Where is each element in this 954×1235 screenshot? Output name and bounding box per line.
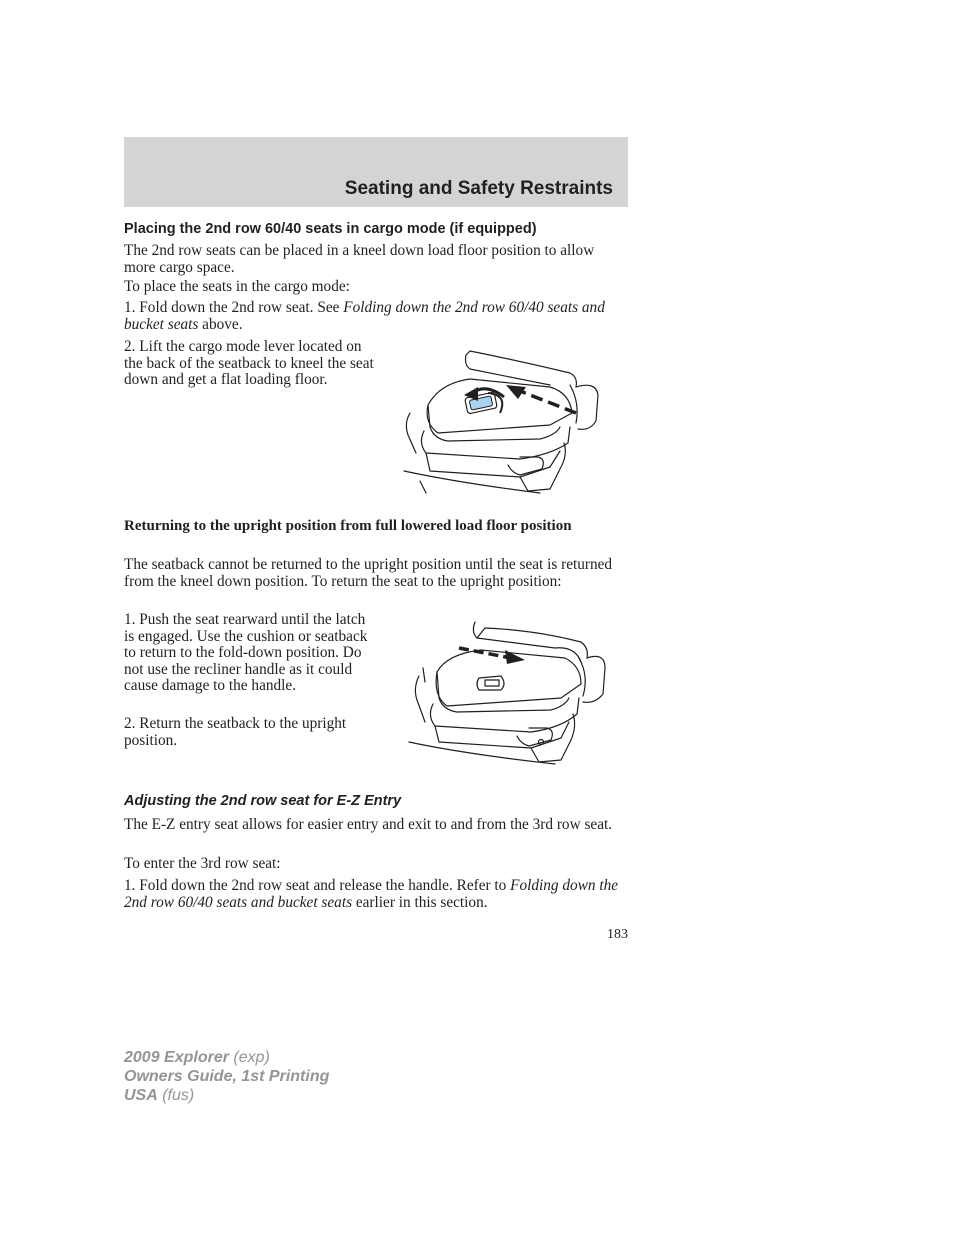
- upright-step-1: 1. Push the seat rearward until the latch is engaged. Use the cushion or seatback to return to the fold-down position. Do not use the recliner handle as it could cause damage to the handle.: [124, 611, 368, 694]
- upright-position-intro: The seatback cannot be returned to the upright position until the seat is returned from the kneel down position. To return the seat to the upright position:: [124, 556, 613, 590]
- cargo-mode-step-2: 2. Lift the cargo mode lever located on the back of the seatback to kneel the seat down and get a flat loading floor.: [124, 338, 374, 388]
- step-text: 1. Fold down the 2nd row seat. See: [124, 299, 344, 316]
- step-text: 1. Fold down the 2nd row seat and release the handle. Refer to: [124, 877, 511, 894]
- document-footer: [124, 1048, 329, 1105]
- section-title: Seating and Safety Restraints: [344, 178, 613, 199]
- upright-step-2: 2. Return the seatback to the upright position.: [124, 715, 347, 749]
- push-seat-rearward-illustration: [405, 618, 610, 768]
- footer-line-2: [124, 1067, 329, 1086]
- page-number: 183: [607, 927, 628, 942]
- upright-position-heading: Returning to the upright position from full lowered load floor position: [124, 518, 572, 534]
- footer-code: (exp): [228, 1049, 270, 1066]
- cargo-mode-lever-illustration: [400, 343, 605, 498]
- section-header-band: [124, 137, 628, 207]
- footer-market: USA: [124, 1087, 158, 1104]
- ez-entry-instruction: To enter the 3rd row seat:: [124, 855, 281, 872]
- step-text: above.: [198, 315, 243, 333]
- footer-line-3: [124, 1086, 329, 1105]
- ez-entry-heading: Adjusting the 2nd row seat for E-Z Entry: [124, 793, 402, 809]
- cross-reference: Folding down the 2nd row 60/40 seats and bucket seats: [124, 877, 619, 911]
- cargo-mode-step-1: [124, 300, 628, 333]
- ez-entry-intro: The E-Z entry seat allows for easier entry and exit to and from the 3rd row seat.: [124, 816, 613, 833]
- footer-edition: Owners Guide, 1st Printing: [124, 1068, 330, 1085]
- cargo-mode-intro: The 2nd row seats can be placed in a kneel down load floor position to allow more cargo space.: [124, 242, 595, 276]
- footer-market-code: (fus): [157, 1087, 195, 1104]
- ez-entry-step-1: [124, 878, 628, 911]
- cargo-mode-heading: Placing the 2nd row 60/40 seats in cargo mode (if equipped): [124, 221, 537, 237]
- cross-reference: Folding down the 2nd row 60/40 seats and bucket seats: [124, 299, 605, 333]
- cargo-mode-instruction: To place the seats in the cargo mode:: [124, 278, 350, 295]
- footer-line-1: [124, 1048, 329, 1067]
- footer-model: 2009 Explorer: [124, 1049, 229, 1066]
- step-text: earlier in this section.: [352, 893, 488, 911]
